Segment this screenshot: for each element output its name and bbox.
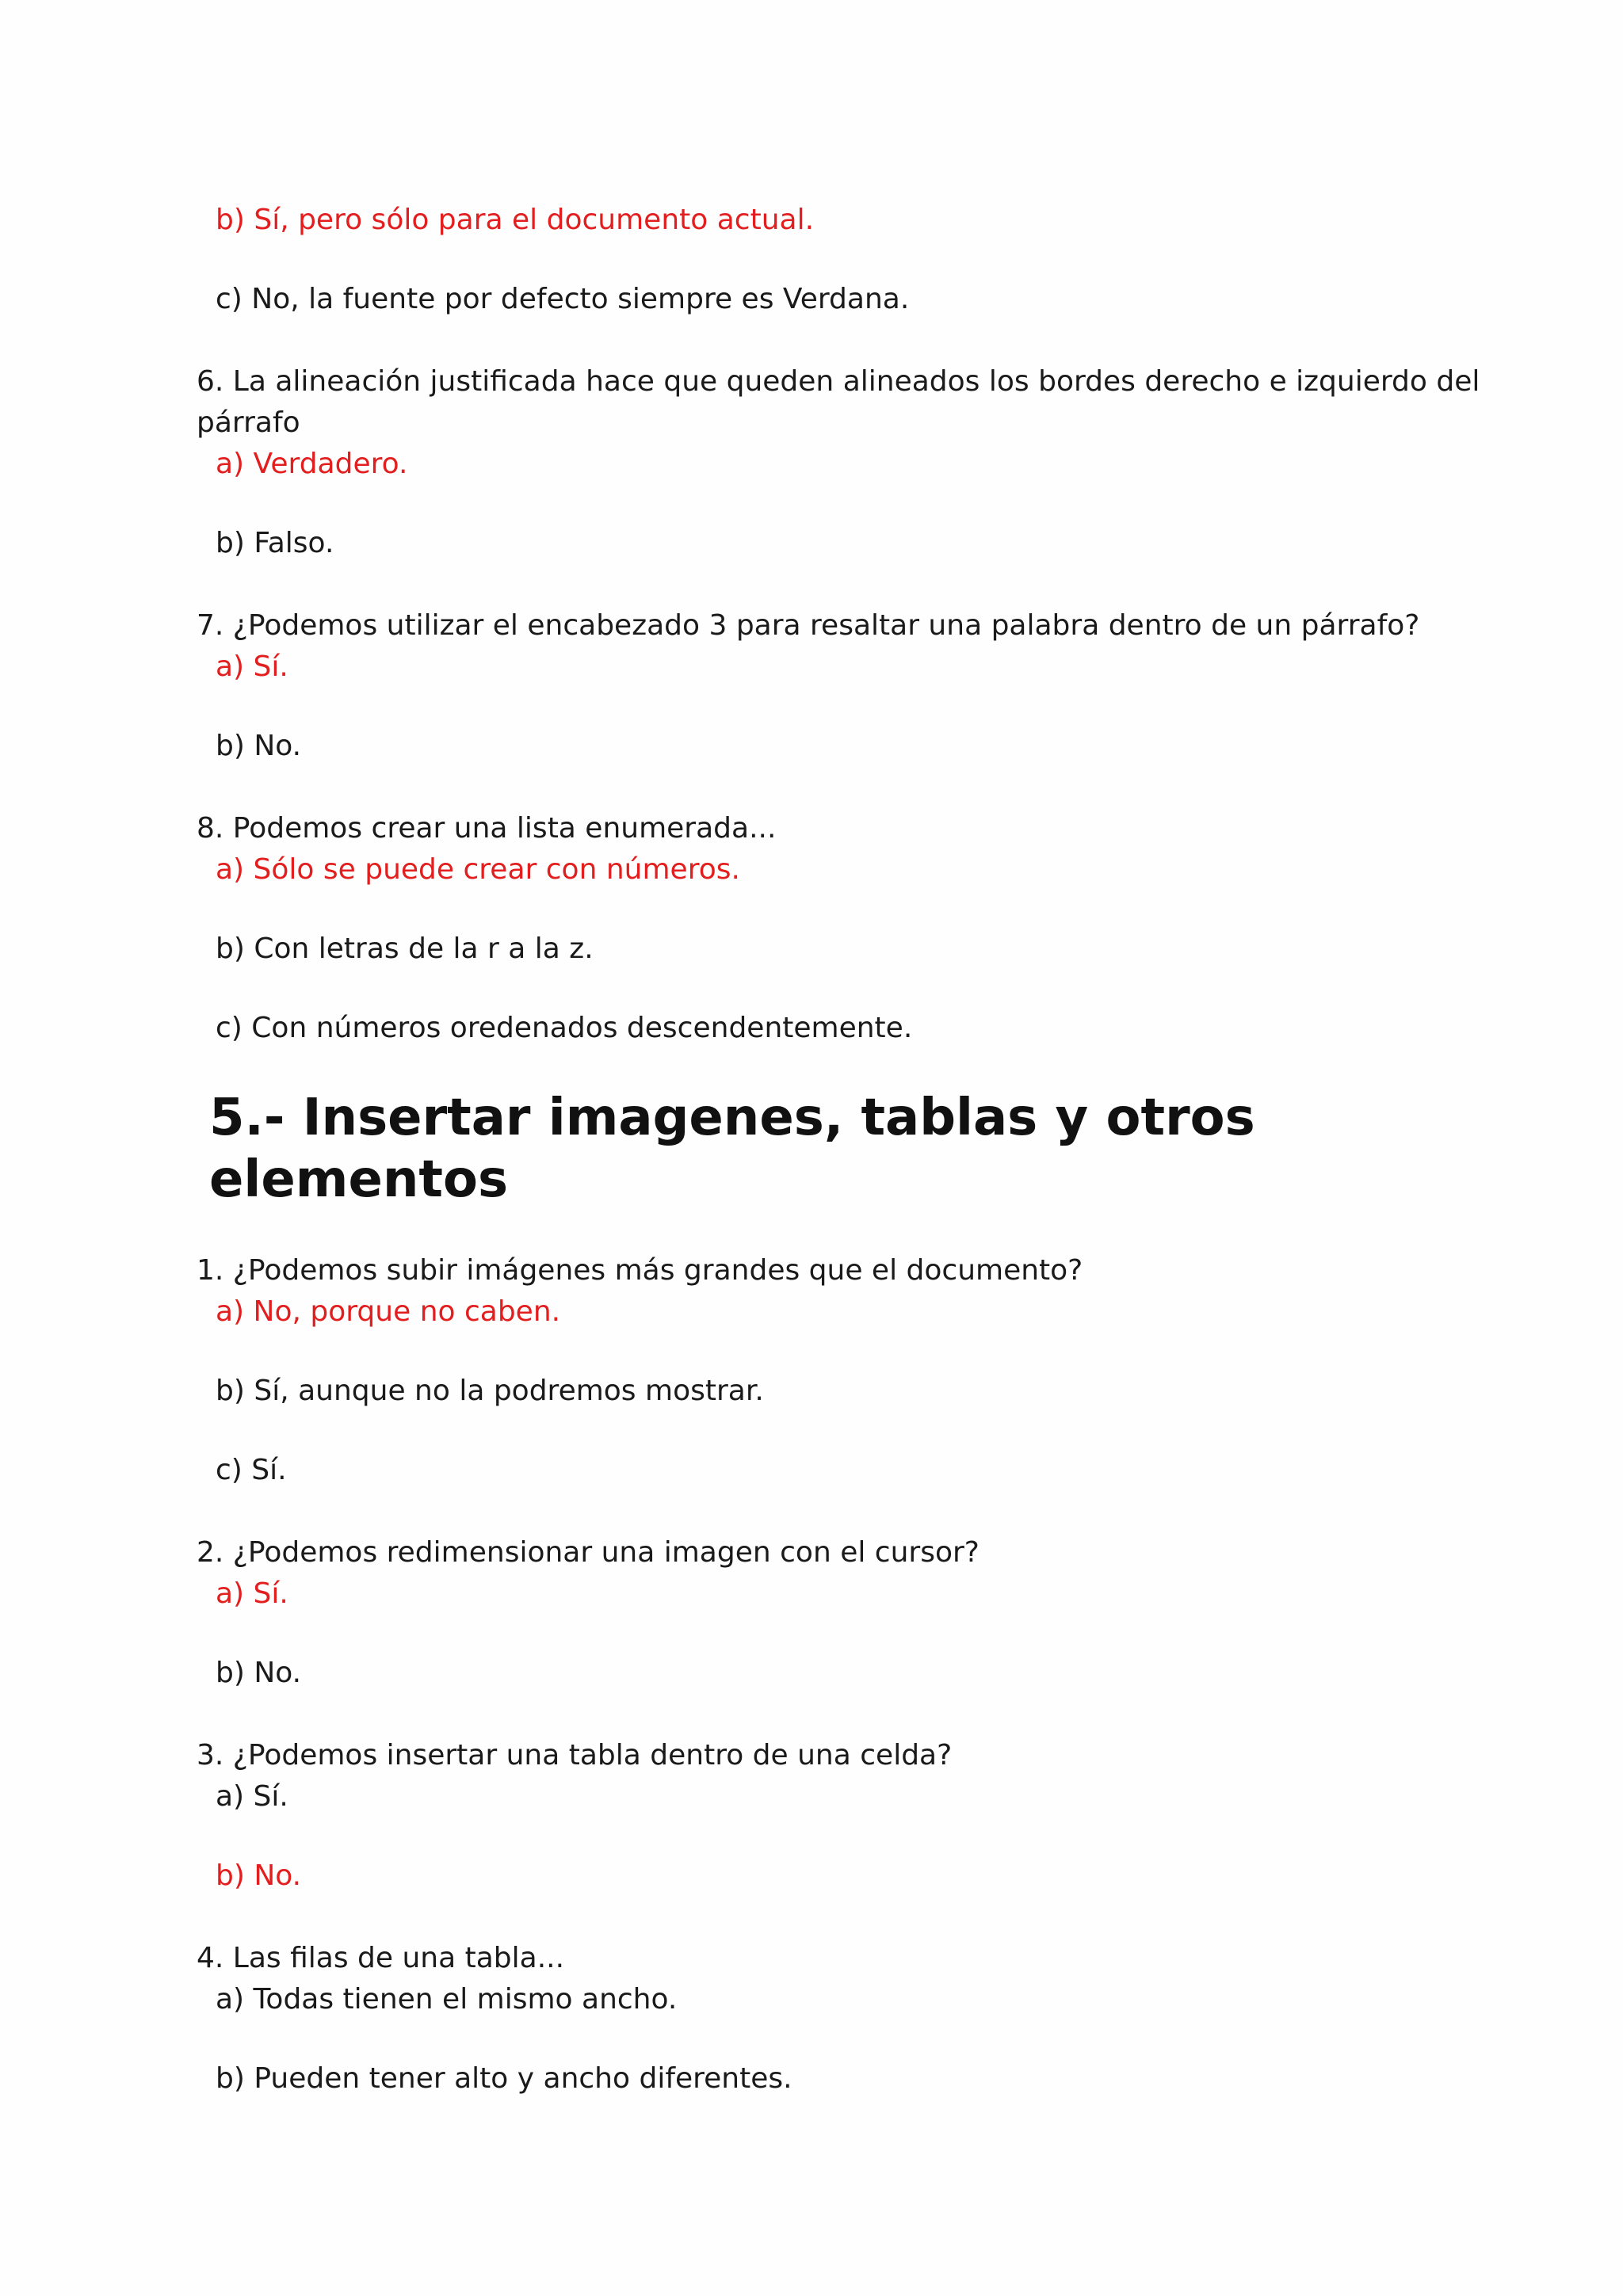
question-6-text: 6. La alineación justificada hace que queden alineados los bordes derecho e izquierdo del (197, 365, 1480, 398)
answer-option: b) No. (216, 1657, 302, 1689)
section-heading: 5.- Insertar imagenes, tablas y otros (209, 1089, 1255, 1147)
section-heading-continued: elementos (209, 1150, 509, 1209)
answer-option-correct: a) Sí. (216, 1577, 288, 1610)
answer-option-correct: b) No. (216, 1859, 302, 1892)
answer-option: c) No, la fuente por defecto siempre es Verdana. (216, 283, 910, 315)
answer-option: b) Falso. (216, 527, 334, 559)
answer-option: c) Con números oredenados descendentemente. (216, 1012, 913, 1044)
question-1-text: 1. ¿Podemos subir imágenes más grandes que el documento? (197, 1254, 1083, 1287)
question-3-text: 3. ¿Podemos insertar una tabla dentro de una celda? (197, 1739, 953, 1772)
question-6-text-continued: párrafo (197, 406, 300, 439)
question-8-text: 8. Podemos crear una lista enumerada... (197, 812, 777, 845)
answer-option: b) No. (216, 730, 302, 762)
question-2-text: 2. ¿Podemos redimensionar una imagen con el cursor? (197, 1536, 980, 1569)
answer-option: a) Sí. (216, 1780, 288, 1813)
answer-option-correct: a) No, porque no caben. (216, 1295, 561, 1328)
answer-option-correct: a) Verdadero. (216, 448, 408, 480)
answer-option: a) Todas tienen el mismo ancho. (216, 1983, 678, 2016)
question-7-text: 7. ¿Podemos utilizar el encabezado 3 para resaltar una palabra dentro de un párrafo? (197, 609, 1420, 642)
answer-option-correct: b) Sí, pero sólo para el documento actual. (216, 204, 815, 236)
answer-option-correct: a) Sólo se puede crear con números. (216, 853, 740, 886)
answer-option: c) Sí. (216, 1454, 287, 1486)
answer-option: b) Con letras de la r a la z. (216, 933, 594, 965)
question-4-text: 4. Las filas de una tabla... (197, 1942, 565, 1974)
answer-option: b) Sí, aunque no la podremos mostrar. (216, 1375, 764, 1407)
answer-option-correct: a) Sí. (216, 650, 288, 683)
answer-option: b) Pueden tener alto y ancho diferentes. (216, 2062, 792, 2095)
